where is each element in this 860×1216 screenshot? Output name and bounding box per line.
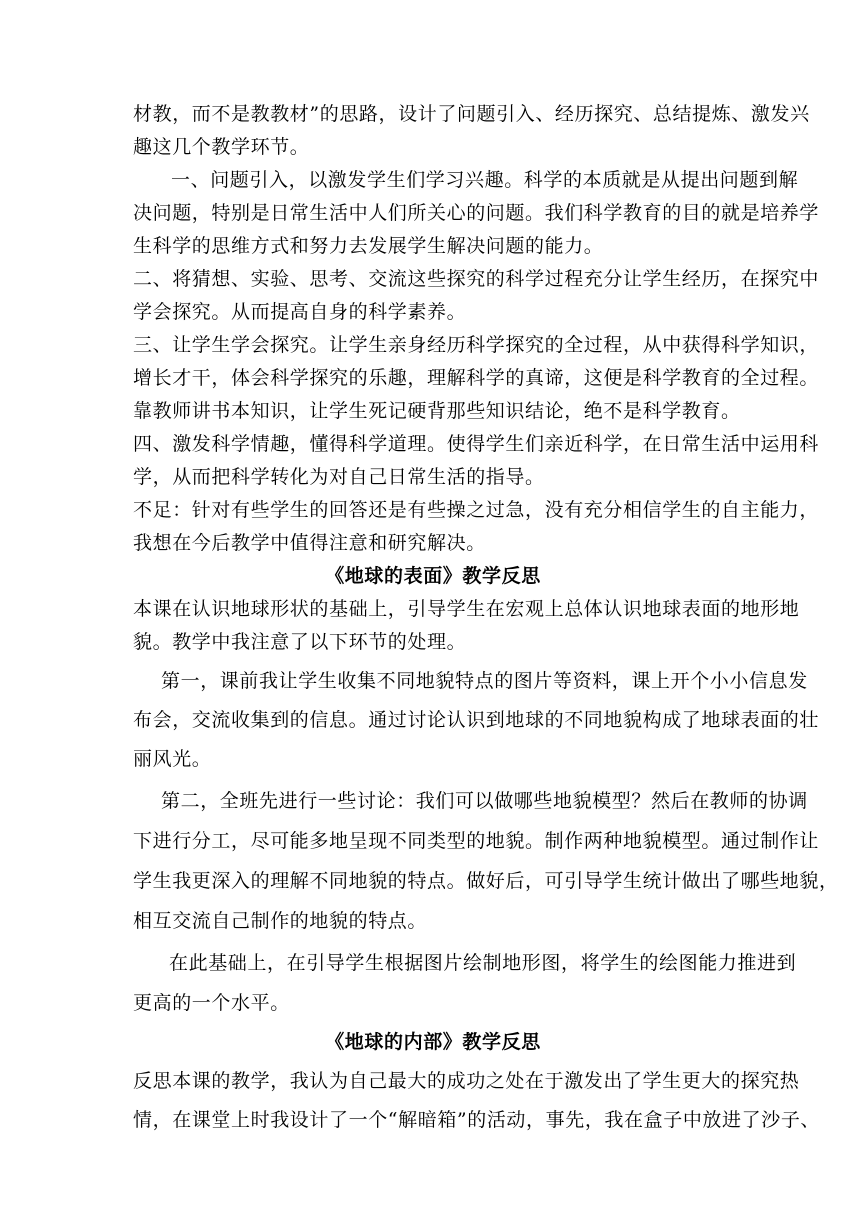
text-line: 不足：针对有些学生的回答还是有些操之过急，没有充分相信学生的自主能力， (133, 499, 820, 521)
text-line: 学生我更深入的理解不同地貌的特点。做好后，可引导学生统计做出了哪些地貌， (133, 870, 839, 892)
text-line: 本课在认识地球形状的基础上，引导学生在宏观上总体认识地球表面的地形地 (133, 598, 800, 620)
section-heading-interior: 《地球的内部》教学反思 (325, 1031, 541, 1053)
document-page (133, 98, 839, 1137)
text-line: 更高的一个水平。 (133, 992, 290, 1014)
text-line: 一、问题引入，以激发学生们学习兴趣。科学的本质就是从提出问题到解 (171, 169, 799, 191)
text-line: 学会探究。从而提高自身的科学素养。 (133, 301, 467, 323)
text-line: 三、让学生学会探究。让学生亲身经历科学探究的全过程，从中获得科学知识， (133, 334, 820, 356)
text-line: 学，从而把科学转化为对自己日常生活的指导。 (133, 466, 545, 488)
text-line: 布会，交流收集到的信息。通过讨论认识到地球的不同地貌构成了地球表面的壮 (133, 709, 820, 731)
text-line: 丽风光。 (133, 748, 212, 770)
text-line: 在此基础上，在引导学生根据图片绘制地形图，将学生的绘图能力推进到 (169, 952, 797, 974)
text-line: 貌。教学中我注意了以下环节的处理。 (133, 631, 467, 653)
section-heading-surface: 《地球的表面》教学反思 (325, 565, 541, 587)
text-line: 材教，而不是教教材”的思路，设计了问题引入、经历探究、总结提炼、激发兴 (133, 103, 810, 125)
text-line: 情，在课堂上时我设计了一个“解暗箱”的活动，事先，我在盒子中放进了沙子、 (133, 1109, 821, 1131)
text-line: 我想在今后教学中值得注意和研究解决。 (133, 532, 486, 554)
text-line: 反思本课的教学，我认为自己最大的成功之处在于激发出了学生更大的探究热 (133, 1070, 800, 1092)
text-line: 生科学的思维方式和努力去发展学生解决问题的能力。 (133, 235, 604, 257)
text-line: 四、激发科学情趣，懂得科学道理。使得学生们亲近科学，在日常生活中运用科 (133, 433, 820, 455)
text-line: 决问题，特别是日常生活中人们所关心的问题。我们科学教育的目的就是培养学 (133, 202, 820, 224)
text-line: 第一，课前我让学生收集不同地貌特点的图片等资料，课上开个小小信息发 (161, 670, 808, 692)
text-line: 相互交流自己制作的地貌的特点。 (133, 910, 428, 932)
text-line: 下进行分工，尽可能多地呈现不同类型的地貌。制作两种地貌模型。通过制作让 (133, 830, 820, 852)
text-line: 第二，全班先进行一些讨论：我们可以做哪些地貌模型？然后在教师的协调 (161, 790, 808, 812)
text-line: 靠教师讲书本知识，让学生死记硬背那些知识结论，绝不是科学教育。 (133, 400, 741, 422)
text-line: 趣这几个教学环节。 (133, 136, 310, 158)
text-line: 增长才干，体会科学探究的乐趣，理解科学的真谛，这便是科学教育的全过程。 (133, 367, 820, 389)
text-line: 二、将猜想、实验、思考、交流这些探究的科学过程充分让学生经历，在探究中 (133, 268, 820, 290)
